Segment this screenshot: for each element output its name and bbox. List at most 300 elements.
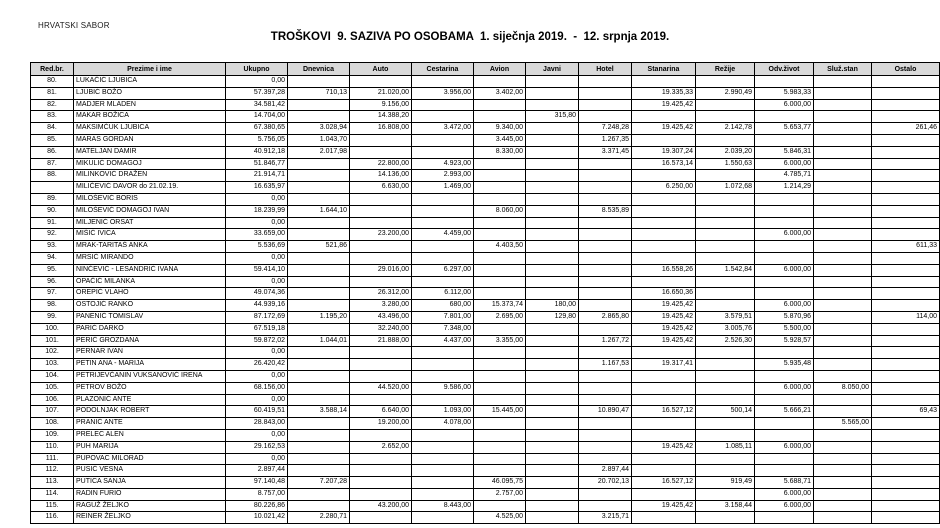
cell-rezije: [696, 276, 755, 288]
cell-auto: [350, 205, 412, 217]
cell-avion: [474, 382, 526, 394]
cell-hotel: 7.248,28: [579, 123, 632, 135]
cell-javni: [526, 76, 579, 88]
cell-hotel: [579, 500, 632, 512]
cell-ukupno: 0,00: [226, 193, 288, 205]
cell-hotel: [579, 300, 632, 312]
cell-ostalo: [872, 359, 940, 371]
cell-odv-zivot: 5.935,48: [755, 359, 814, 371]
cell-odv-zivot: [755, 217, 814, 229]
cell-cestarina: 7.348,00: [412, 323, 474, 335]
cell-prezime-i-ime: MATELJAN DAMIR: [74, 146, 226, 158]
cell-dnevnica: 1.043,70: [288, 134, 350, 146]
cell-ostalo: [872, 300, 940, 312]
cell-cestarina: [412, 241, 474, 253]
table-row: [31, 300, 940, 312]
cell-hotel: [579, 193, 632, 205]
cell-prezime-i-ime: PUPOVAC MILORAD: [74, 453, 226, 465]
cell-red-br: 88.: [31, 170, 74, 182]
cell-javni: [526, 158, 579, 170]
table-row: [31, 146, 940, 158]
cell-hotel: [579, 370, 632, 382]
cell-prezime-i-ime: PERNAR IVAN: [74, 347, 226, 359]
cell-ukupno: 60.419,51: [226, 406, 288, 418]
cell-red-br: 94.: [31, 252, 74, 264]
cell-javni: [526, 406, 579, 418]
cell-avion: [474, 193, 526, 205]
cell-odv-zivot: 5.666,21: [755, 406, 814, 418]
cell-javni: [526, 170, 579, 182]
cell-cestarina: 680,00: [412, 300, 474, 312]
cell-red-br: 109.: [31, 429, 74, 441]
cell-cestarina: 4.923,00: [412, 158, 474, 170]
cell-avion: [474, 359, 526, 371]
col-header-javni: Javni: [526, 63, 579, 76]
table-row: [31, 429, 940, 441]
cell-ukupno: 80.226,86: [226, 500, 288, 512]
cell-sluz-stan: [814, 335, 872, 347]
cell-odv-zivot: 6.000,00: [755, 264, 814, 276]
cell-hotel: [579, 111, 632, 123]
cell-ukupno: 5.756,05: [226, 134, 288, 146]
cell-rezije: [696, 370, 755, 382]
cell-odv-zivot: [755, 134, 814, 146]
cell-auto: [350, 241, 412, 253]
cell-prezime-i-ime: PODOLNJAK ROBERT: [74, 406, 226, 418]
cell-red-br: 100.: [31, 323, 74, 335]
cell-javni: [526, 205, 579, 217]
cell-auto: [350, 465, 412, 477]
table-row: [31, 229, 940, 241]
cell-avion: [474, 217, 526, 229]
cell-rezije: [696, 418, 755, 430]
table-row: [31, 276, 940, 288]
cell-odv-zivot: [755, 241, 814, 253]
cell-cestarina: 9.586,00: [412, 382, 474, 394]
cell-stanarina: 6.250,00: [632, 182, 696, 194]
cell-stanarina: 16.527,12: [632, 406, 696, 418]
cell-red-br: 83.: [31, 111, 74, 123]
cell-sluz-stan: [814, 205, 872, 217]
cell-sluz-stan: [814, 323, 872, 335]
cell-javni: [526, 465, 579, 477]
cell-stanarina: 19.335,33: [632, 87, 696, 99]
cell-auto: 22.800,00: [350, 158, 412, 170]
cell-dnevnica: [288, 99, 350, 111]
cell-sluz-stan: [814, 347, 872, 359]
cell-stanarina: 19.425,42: [632, 323, 696, 335]
cell-javni: [526, 182, 579, 194]
cell-sluz-stan: [814, 276, 872, 288]
cell-cestarina: 1.093,00: [412, 406, 474, 418]
cell-red-br: 104.: [31, 370, 74, 382]
cell-prezime-i-ime: MARAS GORDAN: [74, 134, 226, 146]
cell-hotel: [579, 241, 632, 253]
cell-auto: 21.888,00: [350, 335, 412, 347]
table-row: [31, 441, 940, 453]
cell-odv-zivot: 6.000,00: [755, 382, 814, 394]
cell-javni: [526, 335, 579, 347]
cell-hotel: [579, 418, 632, 430]
cell-hotel: 10.890,47: [579, 406, 632, 418]
cell-ostalo: [872, 477, 940, 489]
expenses-table: [30, 62, 940, 524]
cell-ostalo: [872, 370, 940, 382]
cell-cestarina: 3.472,00: [412, 123, 474, 135]
cell-prezime-i-ime: LUKAČIĆ LJUBICA: [74, 76, 226, 88]
cell-avion: [474, 158, 526, 170]
cell-ostalo: [872, 252, 940, 264]
cell-red-br: 89.: [31, 193, 74, 205]
cell-red-br: 111.: [31, 453, 74, 465]
cell-avion: [474, 76, 526, 88]
cell-red-br: 80.: [31, 76, 74, 88]
cell-dnevnica: [288, 217, 350, 229]
cell-javni: [526, 477, 579, 489]
cell-stanarina: [632, 512, 696, 524]
cell-rezije: [696, 288, 755, 300]
cell-cestarina: 8.443,00: [412, 500, 474, 512]
cell-red-br: 114.: [31, 488, 74, 500]
cell-auto: [350, 359, 412, 371]
cell-ukupno: 59.872,02: [226, 335, 288, 347]
cell-odv-zivot: [755, 193, 814, 205]
cell-stanarina: 19.425,42: [632, 500, 696, 512]
table-row: [31, 359, 940, 371]
cell-auto: 6.640,00: [350, 406, 412, 418]
cell-auto: 6.630,00: [350, 182, 412, 194]
cell-red-br: 91.: [31, 217, 74, 229]
cell-ukupno: 18.239,99: [226, 205, 288, 217]
cell-odv-zivot: [755, 453, 814, 465]
cell-ostalo: 69,43: [872, 406, 940, 418]
cell-ostalo: [872, 394, 940, 406]
cell-sluz-stan: [814, 193, 872, 205]
cell-red-br: 115.: [31, 500, 74, 512]
cell-stanarina: [632, 252, 696, 264]
cell-rezije: [696, 382, 755, 394]
cell-auto: 26.312,00: [350, 288, 412, 300]
cell-odv-zivot: [755, 252, 814, 264]
cell-prezime-i-ime: MAKAR BOŽICA: [74, 111, 226, 123]
cell-ostalo: [872, 87, 940, 99]
cell-dnevnica: 7.207,28: [288, 477, 350, 489]
cell-cestarina: [412, 465, 474, 477]
cell-red-br: 110.: [31, 441, 74, 453]
cell-red-br: 99.: [31, 311, 74, 323]
cell-rezije: [696, 300, 755, 312]
cell-prezime-i-ime: PRELEC ALEN: [74, 429, 226, 441]
cell-dnevnica: 1.644,10: [288, 205, 350, 217]
cell-sluz-stan: 5.565,00: [814, 418, 872, 430]
cell-avion: [474, 288, 526, 300]
cell-stanarina: [632, 418, 696, 430]
cell-ukupno: 87.172,69: [226, 311, 288, 323]
cell-dnevnica: 2.017,98: [288, 146, 350, 158]
cell-avion: [474, 453, 526, 465]
cell-odv-zivot: 5.688,71: [755, 477, 814, 489]
cell-red-br: [31, 182, 74, 194]
cell-hotel: [579, 87, 632, 99]
table-row: [31, 323, 940, 335]
cell-sluz-stan: [814, 394, 872, 406]
col-header-stanarina: Stanarina: [632, 63, 696, 76]
cell-javni: [526, 193, 579, 205]
cell-prezime-i-ime: MRSIĆ MIRANDO: [74, 252, 226, 264]
cell-rezije: [696, 217, 755, 229]
cell-odv-zivot: [755, 76, 814, 88]
cell-rezije: 3.005,76: [696, 323, 755, 335]
cell-sluz-stan: [814, 146, 872, 158]
cell-dnevnica: 1.195,20: [288, 311, 350, 323]
table-row: [31, 488, 940, 500]
cell-stanarina: 19.425,42: [632, 99, 696, 111]
col-header-ukupno: Ukupno: [226, 63, 288, 76]
cell-dnevnica: [288, 382, 350, 394]
cell-auto: [350, 347, 412, 359]
cell-auto: 2.652,00: [350, 441, 412, 453]
cell-ostalo: [872, 229, 940, 241]
cell-hotel: [579, 382, 632, 394]
cell-cestarina: [412, 359, 474, 371]
cell-dnevnica: [288, 359, 350, 371]
cell-javni: [526, 453, 579, 465]
cell-avion: [474, 264, 526, 276]
table-row: [31, 500, 940, 512]
cell-auto: [350, 394, 412, 406]
cell-stanarina: [632, 465, 696, 477]
cell-hotel: [579, 99, 632, 111]
cell-prezime-i-ime: LJUBIĆ BOŽO: [74, 87, 226, 99]
cell-avion: [474, 429, 526, 441]
cell-ostalo: [872, 429, 940, 441]
cell-ostalo: [872, 76, 940, 88]
cell-odv-zivot: 6.000,00: [755, 229, 814, 241]
cell-avion: 8.330,00: [474, 146, 526, 158]
cell-red-br: 108.: [31, 418, 74, 430]
cell-ostalo: [872, 146, 940, 158]
cell-avion: [474, 252, 526, 264]
cell-odv-zivot: 6.000,00: [755, 488, 814, 500]
cell-rezije: [696, 229, 755, 241]
cell-javni: [526, 276, 579, 288]
cell-prezime-i-ime: MRAK-TARITAŠ ANKA: [74, 241, 226, 253]
cell-javni: [526, 264, 579, 276]
cell-sluz-stan: [814, 441, 872, 453]
cell-odv-zivot: [755, 276, 814, 288]
cell-dnevnica: [288, 170, 350, 182]
cell-cestarina: [412, 370, 474, 382]
cell-sluz-stan: [814, 311, 872, 323]
cell-hotel: 20.702,13: [579, 477, 632, 489]
table-row: [31, 170, 940, 182]
cell-dnevnica: [288, 76, 350, 88]
cell-sluz-stan: [814, 241, 872, 253]
cell-dnevnica: [288, 288, 350, 300]
cell-prezime-i-ime: NINČEVIĆ - LESANDRIĆ IVANA: [74, 264, 226, 276]
cell-sluz-stan: [814, 429, 872, 441]
cell-rezije: [696, 76, 755, 88]
cell-avion: 8.060,00: [474, 205, 526, 217]
cell-prezime-i-ime: MIŠIĆ IVICA: [74, 229, 226, 241]
cell-cestarina: [412, 394, 474, 406]
cell-stanarina: 16.573,14: [632, 158, 696, 170]
cell-dnevnica: [288, 441, 350, 453]
cell-rezije: [696, 252, 755, 264]
cell-avion: [474, 347, 526, 359]
cell-avion: [474, 182, 526, 194]
cell-hotel: [579, 229, 632, 241]
cell-dnevnica: [288, 418, 350, 430]
cell-odv-zivot: [755, 429, 814, 441]
cell-hotel: [579, 252, 632, 264]
cell-ukupno: 33.659,00: [226, 229, 288, 241]
cell-odv-zivot: [755, 111, 814, 123]
cell-sluz-stan: [814, 76, 872, 88]
cell-hotel: [579, 453, 632, 465]
cell-stanarina: [632, 370, 696, 382]
cell-cestarina: [412, 205, 474, 217]
cell-sluz-stan: [814, 500, 872, 512]
cell-red-br: 85.: [31, 134, 74, 146]
col-header-sluz-stan: Služ.stan: [814, 63, 872, 76]
cell-stanarina: [632, 217, 696, 229]
cell-stanarina: 19.425,42: [632, 300, 696, 312]
cell-hotel: 3.371,45: [579, 146, 632, 158]
cell-stanarina: 16.558,26: [632, 264, 696, 276]
cell-ostalo: [872, 288, 940, 300]
cell-red-br: 98.: [31, 300, 74, 312]
cell-odv-zivot: [755, 288, 814, 300]
table-row: [31, 394, 940, 406]
cell-red-br: 116.: [31, 512, 74, 524]
cell-odv-zivot: [755, 205, 814, 217]
cell-dnevnica: [288, 158, 350, 170]
cell-stanarina: 19.317,41: [632, 359, 696, 371]
cell-ostalo: 261,46: [872, 123, 940, 135]
cell-auto: 3.280,00: [350, 300, 412, 312]
cell-prezime-i-ime: OREPIĆ VLAHO: [74, 288, 226, 300]
table-row: [31, 453, 940, 465]
cell-dnevnica: [288, 182, 350, 194]
cell-rezije: 1.550,63: [696, 158, 755, 170]
cell-hotel: [579, 217, 632, 229]
cell-rezije: 3.579,51: [696, 311, 755, 323]
cell-ostalo: 611,33: [872, 241, 940, 253]
cell-stanarina: 16.650,36: [632, 288, 696, 300]
cell-red-br: 92.: [31, 229, 74, 241]
cell-cestarina: [412, 111, 474, 123]
cell-odv-zivot: [755, 512, 814, 524]
cell-sluz-stan: [814, 264, 872, 276]
cell-rezije: 3.158,44: [696, 500, 755, 512]
cell-auto: 21.020,00: [350, 87, 412, 99]
cell-prezime-i-ime: OPAČIĆ MILANKA: [74, 276, 226, 288]
cell-hotel: 2.897,44: [579, 465, 632, 477]
cell-cestarina: [412, 217, 474, 229]
cell-hotel: [579, 276, 632, 288]
cell-ukupno: 67.380,65: [226, 123, 288, 135]
cell-ukupno: 2.897,44: [226, 465, 288, 477]
cell-dnevnica: 3.028,94: [288, 123, 350, 135]
cell-rezije: [696, 488, 755, 500]
table-row: [31, 406, 940, 418]
cell-hotel: [579, 488, 632, 500]
table-row: [31, 264, 940, 276]
cell-rezije: 1.085,11: [696, 441, 755, 453]
cell-odv-zivot: 5.983,33: [755, 87, 814, 99]
report-title: TROŠKOVI 9. SAZIVA PO OSOBAMA 1. siječnja 2019. - 12. srpnja 2019.: [270, 31, 670, 43]
cell-ostalo: [872, 158, 940, 170]
cell-ukupno: 0,00: [226, 276, 288, 288]
cell-sluz-stan: [814, 252, 872, 264]
cell-prezime-i-ime: PARIĆ DARKO: [74, 323, 226, 335]
cell-prezime-i-ime: PUTICA SANJA: [74, 477, 226, 489]
cell-stanarina: [632, 76, 696, 88]
cell-dnevnica: [288, 323, 350, 335]
cell-dnevnica: [288, 229, 350, 241]
cell-javni: [526, 323, 579, 335]
cell-auto: [350, 453, 412, 465]
cell-cestarina: [412, 429, 474, 441]
cell-stanarina: 19.425,42: [632, 441, 696, 453]
cell-javni: [526, 429, 579, 441]
cell-rezije: [696, 429, 755, 441]
cell-dnevnica: [288, 488, 350, 500]
cell-rezije: 1.542,84: [696, 264, 755, 276]
cell-sluz-stan: [814, 288, 872, 300]
cell-prezime-i-ime: MAKSIMČUK LJUBICA: [74, 123, 226, 135]
cell-avion: 9.340,00: [474, 123, 526, 135]
table-row: [31, 465, 940, 477]
cell-hotel: 1.167,53: [579, 359, 632, 371]
cell-ukupno: 10.021,42: [226, 512, 288, 524]
cell-rezije: [696, 453, 755, 465]
cell-rezije: [696, 359, 755, 371]
cell-red-br: 105.: [31, 382, 74, 394]
cell-prezime-i-ime: MILINKOVIĆ DRAŽEN: [74, 170, 226, 182]
cell-dnevnica: [288, 276, 350, 288]
cell-rezije: 1.072,68: [696, 182, 755, 194]
cell-ukupno: 29.162,53: [226, 441, 288, 453]
table-row: [31, 134, 940, 146]
cell-prezime-i-ime: PETROV BOŽO: [74, 382, 226, 394]
cell-rezije: [696, 134, 755, 146]
cell-stanarina: [632, 382, 696, 394]
cell-javni: [526, 500, 579, 512]
cell-ukupno: 0,00: [226, 252, 288, 264]
cell-auto: 32.240,00: [350, 323, 412, 335]
cell-stanarina: 19.425,42: [632, 335, 696, 347]
cell-auto: [350, 217, 412, 229]
cell-odv-zivot: [755, 394, 814, 406]
cell-prezime-i-ime: RAGUŽ ŽELJKO: [74, 500, 226, 512]
col-header-rezije: Režije: [696, 63, 755, 76]
cell-cestarina: [412, 99, 474, 111]
cell-cestarina: [412, 347, 474, 359]
table-row: [31, 370, 940, 382]
cell-javni: [526, 418, 579, 430]
table-row: [31, 87, 940, 99]
cell-cestarina: [412, 441, 474, 453]
cell-ostalo: [872, 205, 940, 217]
cell-ukupno: 0,00: [226, 370, 288, 382]
table-row: [31, 193, 940, 205]
cell-javni: [526, 229, 579, 241]
cell-ostalo: [872, 488, 940, 500]
cell-sluz-stan: [814, 87, 872, 99]
cell-avion: [474, 170, 526, 182]
